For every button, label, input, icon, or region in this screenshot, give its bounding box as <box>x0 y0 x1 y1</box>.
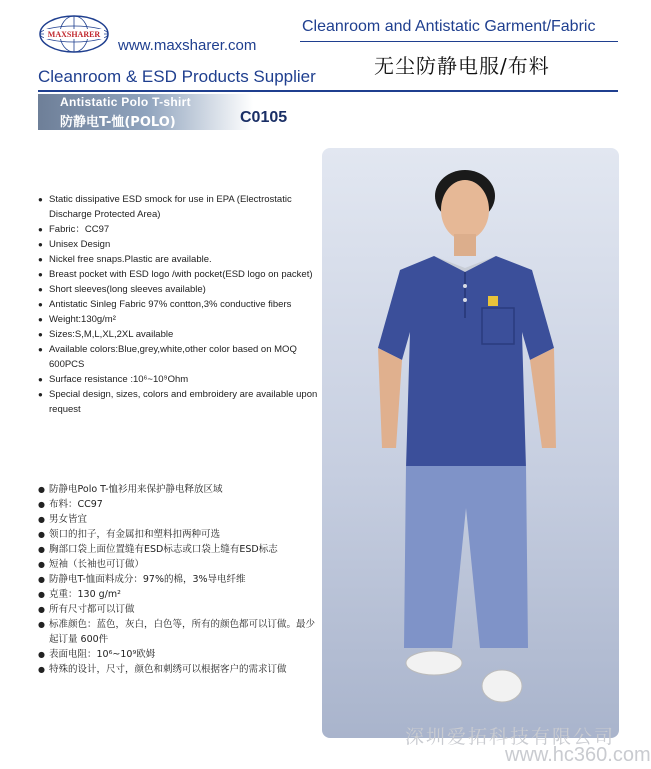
feature-item: ● 短袖（长袖也可订做） <box>38 557 320 572</box>
feature-item: ● Weight:130g/m² <box>38 312 320 327</box>
feature-item: ● 标准颜色：蓝色，灰白，白色等，所有的颜色都可以订做。最少起订量 600件 <box>38 617 320 647</box>
header-title-en: Cleanroom and Antistatic Garment/Fabric <box>302 18 596 35</box>
feature-item: ● Available colors:Blue,grey,white,other color based on MOQ 600PCS <box>38 342 320 372</box>
features-en-list <box>38 192 320 417</box>
right-shoe <box>482 670 522 702</box>
product-name-en: Antistatic Polo T-shirt <box>60 95 191 109</box>
model-neck <box>454 234 476 256</box>
features-cn-list <box>38 482 320 677</box>
product-code: C0105 <box>240 109 288 126</box>
feature-item: ● Short sleeves(long sleeves available) <box>38 282 320 297</box>
feature-item: ● 胸部口袋上面位置缝有ESD标志或口袋上缝有ESD标志 <box>38 542 320 557</box>
feature-item: ● 所有尺寸都可以订做 <box>38 602 320 617</box>
header-divider-top <box>300 41 618 42</box>
model-right-arm <box>530 348 556 448</box>
feature-item: ● 特殊的设计，尺寸，颜色和刺绣可以根据客户的需求订做 <box>38 662 320 677</box>
logo-brand-text: MAXSHARER <box>47 30 101 39</box>
model-left-arm <box>378 348 402 448</box>
watermark-company: 深圳爱拓科技有限公司 <box>405 726 616 748</box>
feature-item: ● Surface resistance :10⁶~10⁹Ohm <box>38 372 320 387</box>
feature-item: ● 防静电Polo T-恤衫用来保护静电释放区域 <box>38 482 320 497</box>
feature-item: ● Unisex Design <box>38 237 320 252</box>
feature-item: ● 布料：CC97 <box>38 497 320 512</box>
feature-item: ● Nickel free snaps.Plastic are available. <box>38 252 320 267</box>
watermark-site: www.hc360.com <box>505 744 651 766</box>
feature-item: ● Special design, sizes, colors and embroidery are available upon request <box>38 387 320 417</box>
feature-item: ● 男女皆宜 <box>38 512 320 527</box>
pants <box>404 466 528 648</box>
esd-logo-icon <box>488 296 498 306</box>
product-name-cn: 防静电T-恤(POLO) <box>60 115 176 130</box>
product-photo <box>322 148 619 738</box>
feature-item: ● 克重：130 g/m² <box>38 587 320 602</box>
header-title-cn: 无尘防静电服/布料 <box>374 54 550 78</box>
model-face <box>441 180 489 240</box>
feature-item: ● Sizes:S,M,L,XL,2XL available <box>38 327 320 342</box>
header-divider <box>38 90 618 92</box>
feature-item: ● Static dissipative ESD smock for use in EPA (Electrostatic Discharge Protected Area) <box>38 192 320 222</box>
supplier-tagline: Cleanroom & ESD Products Supplier <box>38 67 316 86</box>
feature-item: ● Fabric：CC97 <box>38 222 320 237</box>
left-shoe <box>406 651 462 675</box>
feature-item: ● Breast pocket with ESD logo /with pocket(ESD logo on packet) <box>38 267 320 282</box>
feature-item: ● 领口的扣子，有金属扣和塑料扣两种可选 <box>38 527 320 542</box>
feature-item: ● 防静电T-恤面料成分：97%的棉，3%导电纤维 <box>38 572 320 587</box>
feature-item: ● Antistatic Sinleg Fabric 97% contton,3% conductive fibers <box>38 297 320 312</box>
maxsharer-logo <box>38 14 110 54</box>
site-url[interactable]: www.maxsharer.com <box>118 37 257 54</box>
feature-item: ● 表面电阻：10⁶~10⁹欧姆 <box>38 647 320 662</box>
